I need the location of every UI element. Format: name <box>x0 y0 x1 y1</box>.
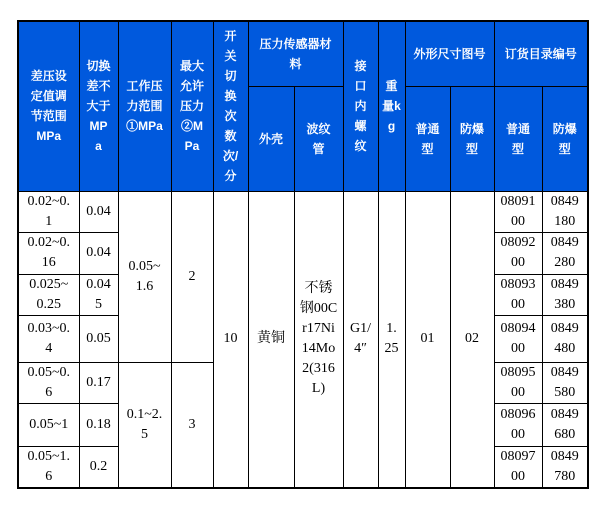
header-switch-diff: 切换差不大于MPa <box>79 21 118 191</box>
cell-catalog-explosionproof: 0849680 <box>542 403 588 446</box>
cell-range: 0.025~0.25 <box>18 274 79 315</box>
header-cat-normal-type: 普通型 <box>494 86 542 191</box>
header-work-pressure: 工作压力范围①MPa <box>118 21 171 191</box>
cell-switch-diff: 0.05 <box>79 315 118 362</box>
cell-catalog-normal: 0809300 <box>494 274 542 315</box>
cell-catalog-explosionproof: 0849280 <box>542 232 588 274</box>
cell-dim-normal: 01 <box>405 191 450 488</box>
cell-bellows-material: 不锈钢00Cr17Ni14Mo2(316L) <box>294 191 343 488</box>
header-port-thread: 接口内螺纹 <box>343 21 378 191</box>
spec-table <box>17 20 589 489</box>
header-range: 差压设定值调节范围MPa <box>18 21 79 191</box>
header-switch-frequency: 开关切换次数次/分 <box>213 21 248 191</box>
cell-switch-diff: 0.17 <box>79 362 118 403</box>
header-cat-explosionproof-type: 防爆型 <box>542 86 588 191</box>
cell-max-pressure-group1: 2 <box>171 191 213 362</box>
cell-catalog-normal: 0809200 <box>494 232 542 274</box>
cell-catalog-normal: 0809700 <box>494 446 542 488</box>
cell-max-pressure-group2: 3 <box>171 362 213 488</box>
cell-range: 0.02~0.1 <box>18 191 79 232</box>
table-row <box>18 191 588 232</box>
cell-work-pressure-group1: 0.05~1.6 <box>118 191 171 362</box>
cell-range: 0.05~0.6 <box>18 362 79 403</box>
cell-range: 0.05~1.6 <box>18 446 79 488</box>
cell-work-pressure-group2: 0.1~2.5 <box>118 362 171 488</box>
cell-dim-explosionproof: 02 <box>450 191 494 488</box>
cell-switch-diff: 0.2 <box>79 446 118 488</box>
header-max-pressure: 最大允许压力②MPa <box>171 21 213 191</box>
cell-range: 0.05~1 <box>18 403 79 446</box>
cell-switch-diff: 0.04 <box>79 232 118 274</box>
cell-switch-diff: 0.18 <box>79 403 118 446</box>
header-weight: 重量kg <box>378 21 405 191</box>
header-dim-explosionproof-type: 防爆型 <box>450 86 494 191</box>
cell-weight: 1.25 <box>378 191 405 488</box>
cell-catalog-explosionproof: 0849380 <box>542 274 588 315</box>
header-dim-normal-type: 普通型 <box>405 86 450 191</box>
cell-catalog-explosionproof: 0849480 <box>542 315 588 362</box>
cell-catalog-normal: 0809600 <box>494 403 542 446</box>
cell-catalog-normal: 0809500 <box>494 362 542 403</box>
header-group-dimension-drawing: 外形尺寸图号 <box>405 21 494 86</box>
cell-switch-diff: 0.04 <box>79 191 118 232</box>
cell-range: 0.03~0.4 <box>18 315 79 362</box>
cell-range: 0.02~0.16 <box>18 232 79 274</box>
cell-switch-frequency: 10 <box>213 191 248 488</box>
cell-catalog-explosionproof: 0849180 <box>542 191 588 232</box>
header-group-catalog-number: 订货目录编号 <box>494 21 588 86</box>
header-shell: 外壳 <box>248 86 294 191</box>
cell-switch-diff: 0.045 <box>79 274 118 315</box>
cell-catalog-normal: 0809400 <box>494 315 542 362</box>
cell-catalog-explosionproof: 0849580 <box>542 362 588 403</box>
header-group-sensor-material: 压力传感器材料 <box>248 21 343 86</box>
cell-catalog-normal: 0809100 <box>494 191 542 232</box>
cell-catalog-explosionproof: 0849780 <box>542 446 588 488</box>
cell-port-thread: G1/4″ <box>343 191 378 488</box>
header-bellows: 波纹管 <box>294 86 343 191</box>
cell-shell-material: 黄铜 <box>248 191 294 488</box>
